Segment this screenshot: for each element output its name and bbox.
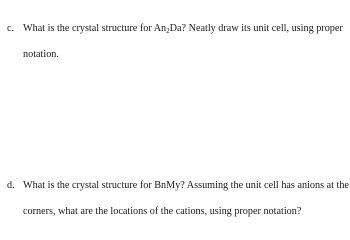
question-text-part: What is the crystal structure for An: [23, 23, 167, 34]
question-text-line-2: corners, what are the locations of the cations, using proper notation?: [23, 206, 302, 217]
question-text-line-1: What is the crystal structure for BnMy? Assuming the unit cell has anions at the: [23, 180, 349, 191]
question-text-line-1: [23, 22, 343, 35]
question-text-part: Da? Neatly draw its unit cell, using proper: [169, 23, 343, 34]
question-text-line-2: notation.: [23, 49, 59, 60]
question-letter: c.: [7, 23, 15, 34]
question-letter: d.: [7, 180, 15, 191]
subscript: 2: [166, 27, 170, 35]
